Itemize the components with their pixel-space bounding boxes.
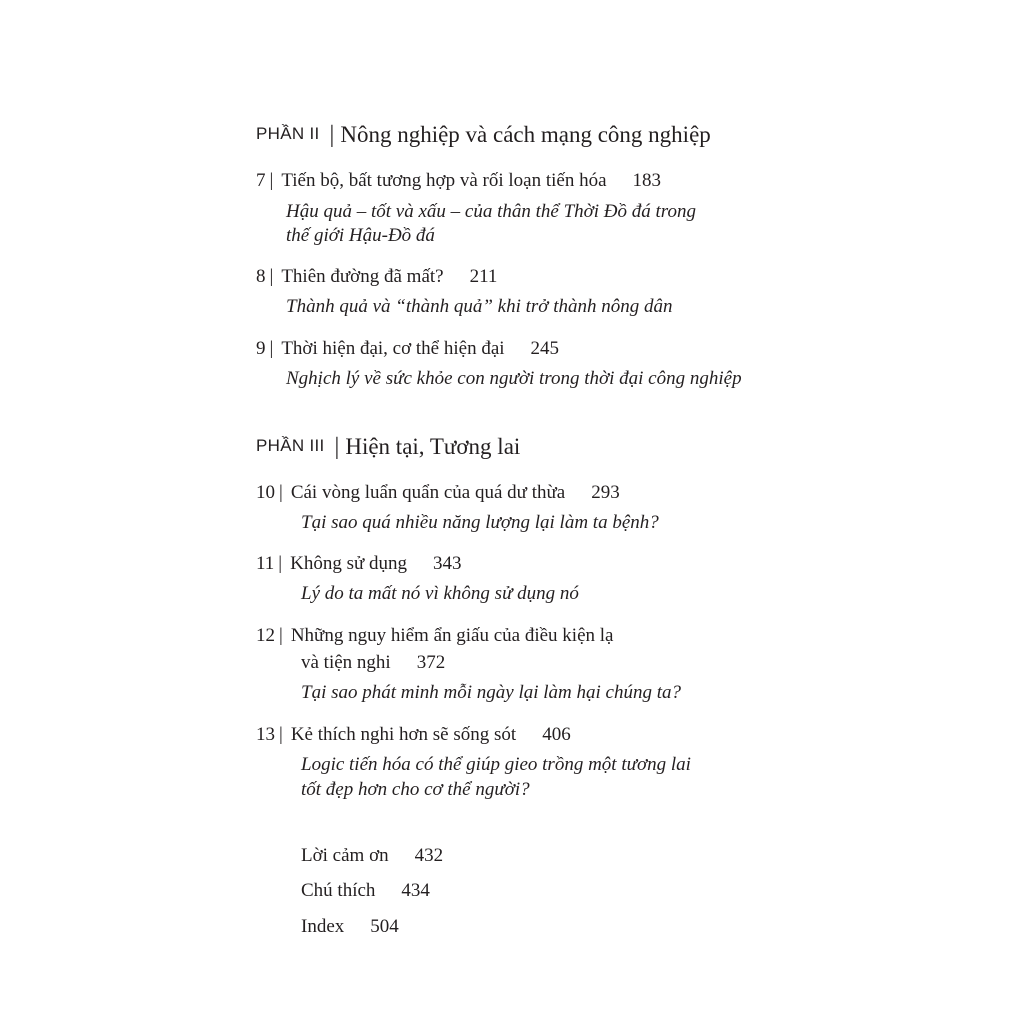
- back-matter-entry: [301, 916, 399, 938]
- chapter-number: 10: [256, 482, 275, 503]
- chapter-title: Kẻ thích nghi hơn sẽ sống sót: [290, 724, 517, 745]
- chapter-subtitle: Logic tiến hóa có thể giúp gieo trồng một tương lai: [301, 754, 691, 775]
- chapter-separator: |: [278, 553, 283, 574]
- chapter-page-number: 293: [591, 482, 620, 503]
- back-matter-entry: [301, 880, 430, 902]
- chapter-page-number: 372: [416, 652, 446, 673]
- chapter-subtitle: thế giới Hậu-Đồ đá: [286, 225, 435, 246]
- chapter-title-continuation: [301, 649, 445, 677]
- chapter-page-number: 245: [530, 338, 560, 359]
- chapter-subtitle: Nghịch lý về sức khỏe con người trong thời đại công nghiệp: [286, 368, 742, 389]
- back-matter-page-number: 432: [414, 845, 444, 866]
- chapter-title: Cái vòng luẩn quẩn của quá dư thừa: [290, 482, 566, 503]
- chapter-title: Không sử dụng: [290, 553, 408, 574]
- part-label: PHẦN II: [256, 124, 320, 143]
- chapter-separator: |: [279, 625, 283, 646]
- chapter-page-number: 343: [433, 553, 462, 574]
- part-separator: |: [329, 122, 335, 148]
- chapter-page-number: 183: [632, 170, 662, 191]
- chapter-entry: [256, 622, 613, 650]
- chapter-entry: [256, 335, 559, 363]
- chapter-separator: |: [269, 266, 274, 287]
- back-matter-title: Chú thích: [301, 880, 376, 901]
- part-title: Nông nghiệp và cách mạng công nghiệp: [340, 122, 711, 147]
- chapter-entry: [256, 721, 571, 749]
- part-heading: [256, 122, 711, 149]
- chapter-page-number: 211: [469, 266, 498, 287]
- chapter-subtitle: Lý do ta mất nó vì không sử dụng nó: [301, 583, 579, 604]
- chapter-number: 12: [256, 625, 275, 646]
- chapter-entry: [256, 167, 661, 195]
- chapter-entry: [256, 479, 620, 507]
- back-matter-page-number: 434: [401, 880, 430, 901]
- back-matter-title: Index: [301, 916, 345, 937]
- chapter-title: Thời hiện đại, cơ thể hiện đại: [281, 338, 505, 359]
- back-matter-page-number: 504: [370, 916, 399, 937]
- chapter-number: 7: [256, 170, 266, 191]
- chapter-separator: |: [269, 338, 274, 359]
- chapter-page-number: 406: [542, 724, 571, 745]
- chapter-entry: [256, 263, 497, 291]
- chapter-subtitle: tốt đẹp hơn cho cơ thể người?: [301, 779, 530, 800]
- chapter-number: 9: [256, 338, 266, 359]
- part-label: PHẦN III: [256, 436, 325, 455]
- chapter-title: Tiến bộ, bất tương hợp và rối loạn tiến hóa: [281, 170, 607, 191]
- chapter-separator: |: [279, 482, 283, 503]
- part-title: Hiện tại, Tương lai: [345, 434, 521, 459]
- chapter-subtitle: Tại sao quá nhiều năng lượng lại làm ta bệnh?: [301, 512, 659, 533]
- chapter-number: 13: [256, 724, 275, 745]
- chapter-subtitle: Tại sao phát minh mỗi ngày lại làm hại chúng ta?: [301, 682, 681, 703]
- chapter-title-line-2: và tiện nghi: [301, 652, 391, 673]
- chapter-separator: |: [269, 170, 274, 191]
- chapter-subtitle: Thành quả và “thành quả” khi trở thành nông dân: [286, 296, 673, 317]
- chapter-separator: |: [279, 724, 283, 745]
- chapter-entry: [256, 550, 462, 578]
- chapter-number: 11: [256, 553, 275, 574]
- part-heading: [256, 434, 520, 461]
- back-matter-title: Lời cảm ơn: [301, 845, 389, 866]
- chapter-title: Những nguy hiểm ẩn giấu của điều kiện lạ: [290, 625, 614, 646]
- chapter-subtitle: Hậu quả – tốt và xấu – của thân thể Thời Đồ đá trong: [286, 201, 696, 222]
- chapter-number: 8: [256, 266, 266, 287]
- chapter-title: Thiên đường đã mất?: [281, 266, 444, 287]
- back-matter-entry: [301, 845, 443, 867]
- part-separator: |: [334, 434, 340, 460]
